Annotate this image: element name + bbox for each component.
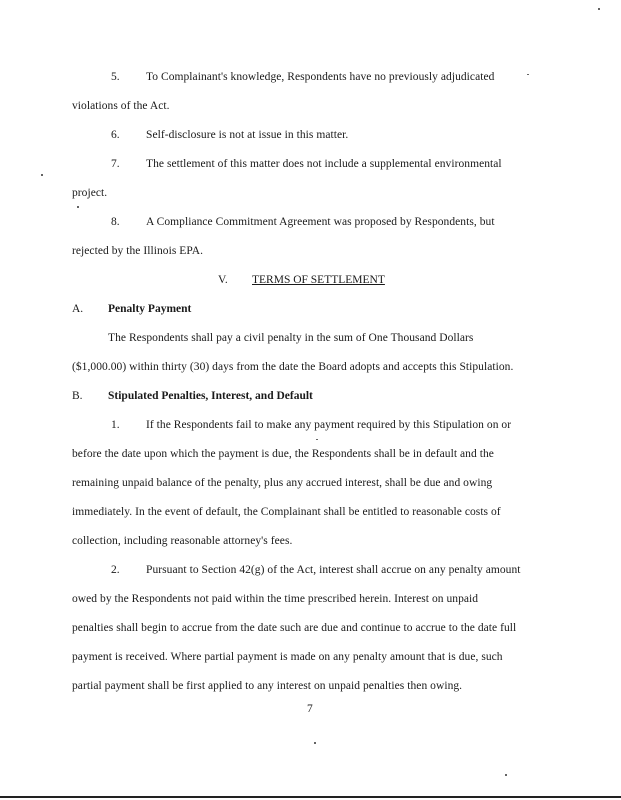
page-number: 7 — [307, 703, 313, 715]
scan-speck — [598, 8, 600, 10]
item-text: To Complainant's knowledge, Respondents have no previously adjudicated — [146, 71, 495, 83]
scan-speck — [505, 774, 507, 776]
subsection-title: Stipulated Penalties, Interest, and Default — [108, 390, 313, 402]
item-text-continued: rejected by the Illinois EPA. — [72, 245, 204, 257]
paragraph-line: immediately. In the event of default, the Complainant shall be entitled to reasonable costs of — [72, 506, 501, 518]
paragraph-line: The Respondents shall pay a civil penalty in the sum of One Thousand Dollars — [108, 332, 474, 344]
scan-speck — [314, 742, 316, 744]
section-numeral: V. — [218, 274, 228, 286]
item-text: A Compliance Commitment Agreement was proposed by Respondents, but — [146, 216, 495, 228]
item-number: 7. — [111, 158, 120, 170]
paragraph-line: If the Respondents fail to make any payment required by this Stipulation on or — [146, 419, 512, 431]
scan-speck — [527, 74, 529, 75]
subsection-letter: B. — [72, 390, 83, 402]
subsection-letter: A. — [72, 303, 84, 315]
scan-speck — [77, 206, 79, 208]
item-number: 5. — [111, 71, 120, 83]
paragraph-number: 2. — [111, 564, 120, 576]
paragraph-line: payment is received. Where partial payment is made on any penalty amount that is due, such — [72, 651, 503, 663]
item-text: The settlement of this matter does not include a supplemental environmental — [146, 158, 502, 170]
paragraph-number: 1. — [111, 419, 120, 431]
section-title: TERMS OF SETTLEMENT — [252, 274, 385, 286]
paragraph-line: partial payment shall be first applied to any interest on unpaid penalties then owing. — [72, 680, 463, 692]
item-text-continued: violations of the Act. — [72, 100, 170, 112]
paragraph-line: penalties shall begin to accrue from the date such are due and continue to accrue to the date full — [72, 622, 517, 634]
scan-speck — [316, 439, 318, 440]
paragraph-line: ($1,000.00) within thirty (30) days from the date the Board adopts and accepts this Stipulation. — [72, 361, 514, 373]
paragraph-line: remaining unpaid balance of the penalty, plus any accrued interest, shall be due and owing — [72, 477, 493, 489]
item-number: 6. — [111, 129, 120, 141]
paragraph-line: owed by the Respondents not paid within the time prescribed herein. Interest on unpaid — [72, 593, 479, 605]
item-text-continued: project. — [72, 187, 108, 199]
bottom-edge-rule — [0, 796, 621, 798]
item-number: 8. — [111, 216, 120, 228]
scan-speck — [41, 174, 43, 176]
section-heading — [218, 273, 385, 287]
paragraph-line: before the date upon which the payment is due, the Respondents shall be in default and the — [72, 448, 494, 460]
paragraph-line: collection, including reasonable attorney's fees. — [72, 535, 293, 547]
paragraph-line: Pursuant to Section 42(g) of the Act, interest shall accrue on any penalty amount — [146, 564, 521, 576]
item-text: Self-disclosure is not at issue in this matter. — [146, 129, 349, 141]
subsection-title: Penalty Payment — [108, 303, 192, 315]
